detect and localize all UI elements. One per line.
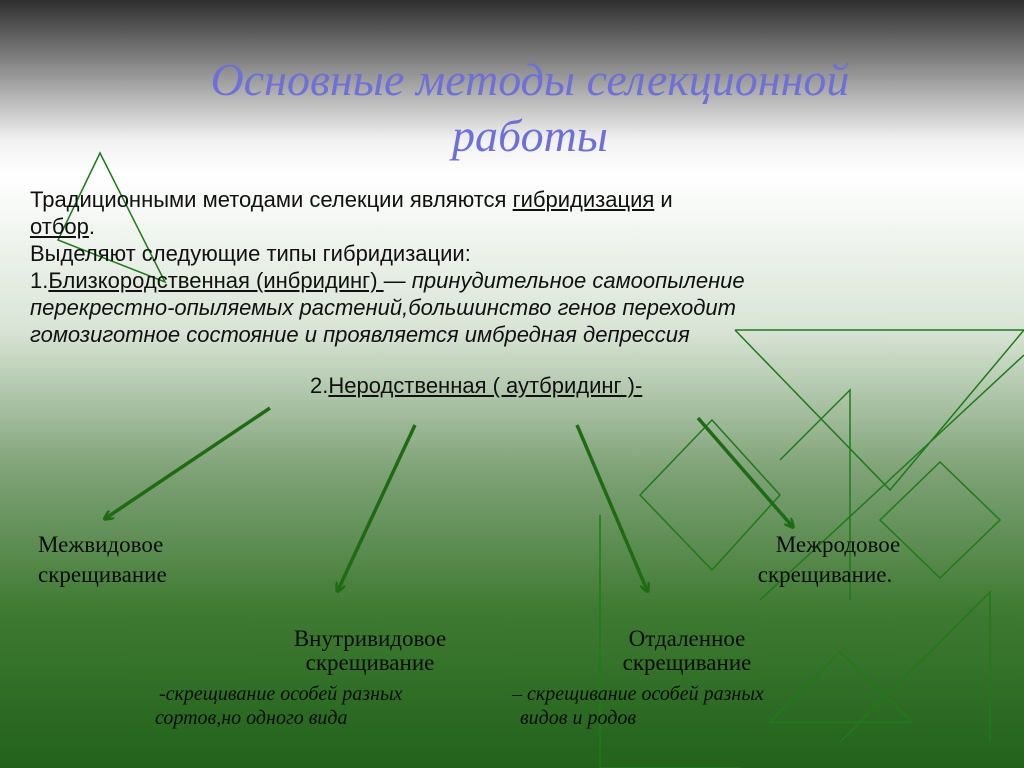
- intergeneric-line-2: скрещивание.: [757, 562, 893, 587]
- interspecific-line-1: Межвидовое: [38, 532, 164, 557]
- intraspecific-desc: [155, 682, 402, 730]
- distant-desc-2: видов и родов: [520, 707, 637, 729]
- title-line-1: Основные методы селекционной: [210, 54, 850, 105]
- distant-line-1: Отдаленное: [628, 626, 746, 651]
- distant-desc-1: – скрещивание особей разных: [512, 683, 764, 705]
- intro-prefix: Традиционными методами селекции являются: [30, 187, 513, 212]
- distant-line-2: скрещивание: [622, 650, 752, 675]
- item1-number: 1.: [30, 268, 49, 293]
- intraspecific-line-2: скрещивание: [305, 650, 435, 675]
- inbreeding-desc-1: принудительное самоопыление: [411, 268, 745, 293]
- distant-desc: [512, 682, 764, 730]
- arrow-to-interspecific: [106, 408, 270, 518]
- hybridization-link[interactable]: гибридизация: [512, 187, 655, 212]
- title-line-2: работы: [452, 110, 608, 161]
- intraspecific-crossing-label: [270, 624, 470, 684]
- intraspecific-desc-2: сортов,но одного вида: [155, 707, 348, 729]
- item1-dash: —: [383, 268, 412, 293]
- inbreeding-desc-3: гомозиготное состояние и проявляется имбредная депрессия: [30, 322, 690, 347]
- outbreeding-term[interactable]: Неродственная ( аутбридинг )-: [328, 373, 643, 398]
- inbreeding-desc-2: перекрестно-опыляемых растений,большинство генов переходит: [30, 295, 736, 320]
- intergeneric-crossing-label: [735, 530, 915, 590]
- interspecific-crossing-label: [38, 530, 167, 590]
- intro-line-3: Выделяют следующие типы гибридизации:: [30, 241, 471, 266]
- intro-suffix: и: [654, 187, 673, 212]
- intro-line2-suffix: .: [88, 214, 96, 239]
- intraspecific-desc-1: -скрещивание особей разных: [159, 683, 403, 705]
- arrow-to-intergeneric: [698, 418, 792, 526]
- distant-crossing-label: [592, 624, 782, 684]
- outbreeding-number: 2.: [310, 373, 329, 398]
- arrow-to-intraspecific: [338, 425, 415, 590]
- intergeneric-line-1: Межродовое: [775, 532, 901, 557]
- inbreeding-term[interactable]: Близкородственная (инбридинг): [48, 268, 384, 293]
- interspecific-line-2: скрещивание: [38, 562, 167, 587]
- arrow-to-distant: [577, 425, 647, 590]
- intraspecific-line-1: Внутривидовое: [293, 626, 447, 651]
- selection-link[interactable]: отбор: [30, 214, 89, 239]
